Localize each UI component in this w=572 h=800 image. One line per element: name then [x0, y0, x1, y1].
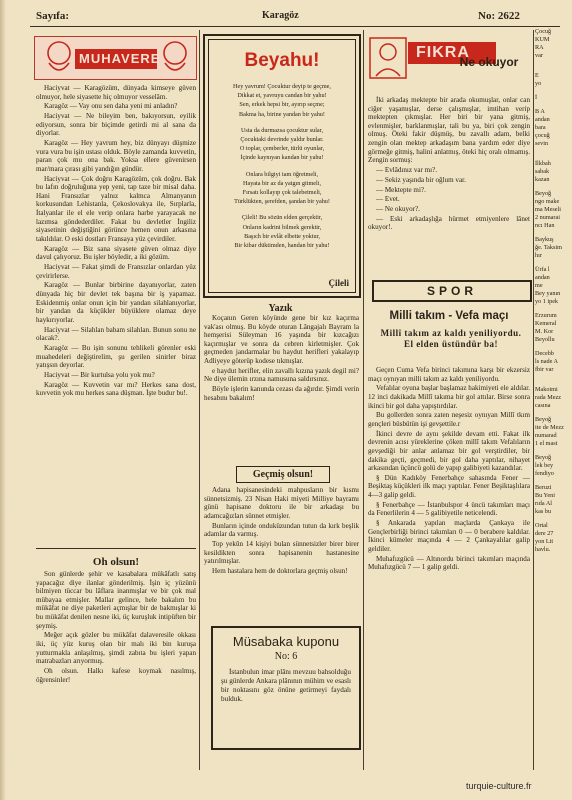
gecmis-paragraph: Hem hastalara hem de doktorlara geçmiş olsun! [212, 566, 348, 575]
spor-paragraph: § Ankarada yapılan maçlarda Çankaya ile Gençlerbirliği birinci takımları 0 — 0 berabere kaldılar. İkinci kümeler maçında 4 — 2 Çankayalılar galip geldiler. [368, 519, 530, 553]
poem-line: İçinde kaynıyan kandan bir yahu! [240, 154, 324, 162]
adjacent-page-line: Makoimi [535, 386, 558, 393]
header-issue-number: No: 2622 [478, 10, 520, 22]
adjacent-page-line: Beyoğ [535, 190, 552, 197]
page-fold-shadow [0, 0, 6, 800]
fikra-paragraph: — Ne okuyor?. [376, 205, 420, 214]
adjacent-page-line: Bey yanın [535, 290, 561, 297]
oh-olsun-article [36, 570, 196, 775]
adjacent-page-column [535, 28, 572, 728]
adjacent-page-line: Erzurum [535, 312, 557, 319]
poem-line: Hey yavrum! Çocuktur deyip te geçme, [233, 83, 331, 90]
adjacent-page-line: ma Meseli [535, 206, 561, 213]
musabaka-title: Müsabaka kuponu [232, 634, 340, 649]
header-page-label: Sayıfa: [36, 10, 69, 22]
adjacent-page-line: yon Lit [535, 538, 554, 545]
adjacent-page-line: numarad [535, 432, 557, 439]
adjacent-page-line: fbir var [535, 366, 554, 373]
muhavere-banner [34, 36, 197, 80]
beyahu-author: Çileli [328, 278, 349, 288]
poem-line: Bakma ha, birine yandan bir yahu! [239, 110, 325, 118]
muhavere-paragraph: Karagöz — Bu işin sonunu tehlikeli görenler eski muahedeleri değiştirelim, şu gerilen sinirler biraz yatışsın deyorlar. [36, 343, 196, 370]
spor-paragraph: Geçen Cuma Vefa birinci takımına karşı bir ekzersiz maçı oynıyan milli takım az kaldı yeniliyordu. [368, 366, 530, 383]
muhavere-paragraph: Haciyvat — Çok doğru Karagözüm, çok doğru. Bak bu lafın doğruluğuna yep yeni, tap taze bir misal daha. Hani Fransızlar yalnız kalmca Almanyanın korkusundan Lehistanla, Çekoslovakya ile, Sırplarla, İtalyanlar ile el ele verip onlara harbe yarayacak ne lazımsa göndederdiler. Fakat bu devletler İngiliz siyasetinin değiştiğini görünce hemen onun arkasına takıldılar. O eski dostları Fransaya yüz çevirdiler. [36, 174, 196, 243]
adjacent-page-line: Ürfa l [535, 266, 550, 273]
gecmis-paragraph: Adana hapisanesindeki mahpusların bir kısmı sünnetsizmiş. 23 Nisan Haki miyeti Milliye bayramı günü hapisane doktoru ile bir arkadaşı bu adamcağızları sünnet etmişler. [204, 486, 359, 520]
gecmis-paragraph: Bunların içinde onduküzundan tutun da kırk beşlik adamlar da varmış. [204, 521, 359, 539]
adjacent-page-line: casına [535, 402, 551, 409]
yazik-paragraph: Koçanın Geren köyünde gene bir kız kaçırma vak'ası olmuş. Bu köyde oturan Lângajalı Bayram la hemşerisi Süleyman 16 yaşında bir kızcağızı kaçırmışlar ve sonra da cebren kirletmişler. Çok geçmeden jandarmalar bu haydut herifleri yakalayıp Adliyeye göterüp kodese tıkmışlar. [204, 314, 359, 365]
adjacent-page-line: ngo make [535, 198, 560, 205]
fikra-banner-title: FIKRA [416, 44, 470, 61]
poem-line: Fırsatı kollayıp çok talebetmeli, [242, 189, 322, 197]
muhavere-paragraph: Haciyvat — Ne bileyim ben, bakıyorsun, eyilik ediyorsun, sonra bir biçimde getirdi mi al sana da diyorlar. [36, 112, 196, 138]
adjacent-page-line: kas bu [535, 508, 551, 515]
adjacent-page-line: E [535, 72, 539, 79]
poem-line: Dikkat et, yavruyu candan bir yahu! [237, 92, 327, 100]
adjacent-page-line: andan [535, 116, 550, 123]
adjacent-page-line: Ortal [535, 522, 548, 529]
poem-line: Usta da durmazsa çocuktur sular, [240, 126, 324, 134]
adjacent-page-line: ncı Han [535, 222, 555, 229]
adjacent-page-line: Beyoğ [535, 416, 552, 423]
adjacent-page-line: rıda Al [535, 500, 553, 507]
gecmis-title: Geçmiş olsun! [252, 469, 314, 480]
spor-paragraph: § Fenerbahçe — İstanbulspor 4 üncü takımları maçı da Fenerlilerin 4 — 5 galibiyetile neticelendi. [368, 500, 530, 518]
watermark: turquie-culture.fr [466, 781, 532, 791]
adjacent-page-line: Bu Yeni [535, 492, 555, 499]
adjacent-page-line: ls nade A [535, 358, 559, 365]
adjacent-page-line: bara [535, 124, 546, 131]
adjacent-page-line: var [535, 52, 543, 59]
adjacent-page-line: B A [535, 108, 545, 115]
column-divider-3 [533, 30, 534, 770]
muhavere-paragraph: Karagöz — Kuvvetin var mı? Herkes sana dost, kuvvetin yok mu herkes sana düşman. İşte budur bu!. [36, 380, 196, 398]
adjacent-page-line: Kemeral [535, 320, 557, 327]
adjacent-page-line: me [535, 282, 543, 289]
poem-line: Başıch bir evlât elbette yoktur, [244, 232, 320, 240]
adjacent-page-line: havlu. [535, 546, 551, 553]
spor-article [368, 366, 530, 770]
adjacent-page-line: sabak [535, 168, 550, 175]
adjacent-page-line: yo 1 ipek [535, 298, 559, 305]
muhavere-paragraph: Haciyvat — Bir kurtulsa yolu yok mu? [44, 370, 155, 379]
beyahu-poem [213, 82, 351, 250]
oh-olsun-top-rule [36, 548, 196, 549]
muhavere-paragraph: Karagöz — Bunlar birbirine dayanıyorlar, zaten dünyada hiç bir devlet tek başına bir iş yapamaz. Eskidenmiş onlar onun için bir yandan silahlanıyorlar, bir yandan da küçükler büyüklere olamaz deye haykırıyorlar. [36, 281, 196, 324]
adjacent-page-line: Beyoğ [535, 454, 552, 461]
column-divider-1 [199, 30, 200, 770]
fikra-paragraph: İki arkadaş mektepte bir arada okumuşlar, onlar can ciğer yaşamışlar, derse çalışmışlar, imtihan verip mektepten çıkmışlar. Her biri bir yana gitmiş, evlenmişler, barklanmışlar, tali bu ya, biri çok zengin olmuş. Öteki fakir düşmüş, bu zavallı adam, belki zengin olan mektep arkadaşım bana yardım eder diye görmeğe gitmiş, halini anlatmış, öteki hiç oralı olmamış. Zengin sormuş: [368, 96, 530, 165]
poem-line: Çocuktaki devrinde yaldır bunlar. [240, 136, 324, 144]
fikra-paragraph: — Sekiz yaşında bir oğlum var. [376, 175, 466, 184]
yazik-paragraph: Böyle işlerin kanunda cezası da ağırdır. Şimdi verin hesabını bakalım! [204, 385, 359, 402]
beyahu-poem-box [203, 34, 361, 298]
spor-paragraph: Muhafızgücü — Altınordu birinci takımları maçında Muhafızgücü 7 — 1 galip geldi. [368, 554, 530, 572]
gecmis-title-box [236, 466, 330, 483]
oh-olsun-paragraph: Meğer açık gözler bu mükâfat dalaveresile okkası iki, üç yüz kuruş olan bir malı iki bin kuruşa yutturmakla anlaşılmış, şimdi zabıta bu işleri yapan matrabazları arıyormuş. [36, 631, 196, 666]
column-divider-2 [363, 30, 364, 770]
poem-line: O toplar, çemberler, türlü oyunlar, [239, 145, 325, 153]
adjacent-page-line: 1 el mast [535, 440, 558, 447]
spor-banner-title: SPOR [426, 284, 477, 298]
adjacent-page-line: dere 27 [535, 530, 554, 537]
adjacent-page-line: Çocuğ [535, 28, 552, 35]
muhavere-paragraph: Karagöz — Hey yavrum hey, biz dünyayı düşmize vura vura bu işin ustası olduk. Böyle zamanda kuvvetin, paran çok mu ona bak. Yoksa ellere güvenirsen mar/mara çırası gibi yandığın gündür. [36, 139, 196, 173]
adjacent-page-line: Beruzi [535, 484, 552, 491]
adjacent-page-line: çocuğ [535, 132, 550, 139]
adjacent-page-line: Beyollu [535, 336, 555, 343]
adjacent-page-line: rada Mezz [535, 394, 561, 401]
adjacent-page-line: Decebb [535, 350, 554, 357]
fikra-article [368, 96, 530, 274]
adjacent-page-line: İ [535, 94, 538, 101]
muhavere-article [36, 84, 196, 542]
muhavere-paragraph: Haciyvat — Karagözüm, dünyada kimseye güven olmuyor, hele siyasette hiç olmuyor vesselâm. [36, 84, 196, 101]
adjacent-page-line: KUM [535, 36, 550, 43]
gecmis-article [204, 486, 359, 616]
oh-olsun-paragraph: Oh olsun. Halkı kafese koymak nasılmış, öğrensinler! [36, 666, 196, 684]
beyahu-title: Beyahu! [244, 50, 320, 71]
muhavere-banner-title: MUHAVERE [79, 51, 161, 66]
oh-olsun-paragraph: Son günlerde şehir ve kasabalara mükâfatlı satış yapacağız diye ilanlar gönderilmiş. İşin iç yüzünü bilmiyen tüccar bu lâflara inanmışlar ve bir çok mal mübayaa etmişler. Mallar gelince, hele bakalım bu mükâfat ne diye paketleri açmışlar bir de bakmışlar ki bu mükâfat denilen nesne iki, üç kuruşluk intipüften bir şeymiş. [36, 570, 196, 630]
header-newspaper-name: Karagöz [262, 10, 299, 21]
adjacent-page-line: sevin [535, 140, 549, 147]
spor-paragraph: Vefalılar oyuna başlar başlamaz hakimiyeti ele aldılar. 12 inci dakikada Millî takıma bir gol attılar. Birse sonra ikinci bir gol daha yapıştırdılar. [368, 384, 530, 410]
spor-banner [372, 280, 532, 302]
musabaka-coupon-box [211, 626, 361, 750]
adjacent-page-line: fendiyo [535, 470, 554, 477]
poem-line: Bir kibar düktimden, handan bir yahu! [234, 242, 330, 250]
yazik-paragraph: e haydut herifler, elin zavallı kızına yazık degil mi? Ne diye ülemin ırzına namusuna saldırsınız. [204, 366, 359, 384]
spor-paragraph: İkinci devre de aynı şekilde devam etti. Fakat ilk devrenin acısı yüreklerine çöken millî takım Vefalıların gevşediği bir anlar anlamaz bir gol verştirdiler, bir dakika geçti, geçmedi, bir gol daha yaptılar, nihayet arkasından üçüncü golü de yapıp galibiyeti kazandılar. [368, 429, 530, 473]
adjacent-page-line: andan [535, 274, 550, 281]
adjacent-page-line: ite de Mezz [535, 424, 564, 431]
spor-paragraph: Bu gollerden sonra zaten neşesiz oynıyan Millî tkım gençleri büsbütün işi gevşettile.r [368, 411, 530, 428]
header-rule [30, 26, 560, 27]
adjacent-page-line: RA [535, 44, 544, 51]
adjacent-page-line: kazan [535, 176, 550, 183]
adjacent-page-line: ğe. Taksim [535, 244, 562, 251]
musabaka-text: İstanbulun imar plânı mevzuu bahsolduğu şu günlerde Ankara plânının mühim ve esaslı bir noktasını göz önüne getirmeyi faydalı bulduk. [221, 668, 351, 703]
yazik-title: Yazık [268, 303, 293, 314]
yazik-article [204, 314, 359, 464]
fikra-paragraph: — Evet. [376, 195, 400, 204]
fikra-title: Ne okuyor [459, 55, 519, 69]
spor-title: Milli takım - Vefa maçı [389, 310, 509, 322]
poem-line: Çileli! Bu sözün elden gerçektir, [241, 214, 323, 222]
poem-line: Onların kadrini bilmek gerektir, [242, 223, 322, 231]
page-header [0, 6, 572, 28]
poem-line: Türklükten, şerefden, şandan bir yahu! [234, 198, 330, 206]
muhavere-paragraph: Karagöz — Biz sana siyasete güven olmaz diye davul çalıyoruz. Bu işler böyledir, a iki gözüm. [36, 244, 196, 262]
fikra-paragraph: — Eski arkadaşlığa hürmet etmiyenlere lânet okuyor!. [368, 214, 530, 232]
fikra-paragraph: — Mektepte mi?. [376, 185, 426, 194]
oh-olsun-title: Oh olsun! [92, 556, 140, 568]
muhavere-paragraph: Haciyvat — Silahlan babam silahlan. Bunun sonu ne olacak?. [36, 325, 196, 343]
musabaka-number: No: 6 [274, 651, 298, 662]
adjacent-page-line: 2 numarai [535, 214, 560, 221]
spor-subtitle: Millî takım az kaldı yeniliyordu. El elden üstündür ba! [380, 328, 522, 349]
adjacent-page-line: Baykuş [535, 236, 554, 243]
muhavere-paragraph: Haciyvat — Fakat şimdi de Fransızlar onlardan yüz çevirirlerse. [36, 263, 196, 280]
adjacent-page-line: İlkbah [535, 160, 551, 167]
muhavere-paragraph: Karagöz — Vay onu sen daha yeni mi anladın? [44, 102, 178, 111]
gecmis-paragraph: Top yekûn 14 kişiyi bulan sünnetsizler birer birer kesildikten sonra hapisanenin hastanesine yatırılmışlar. [204, 539, 359, 566]
spor-paragraph: § Dün Kadıköy Fenerbahçe sahasında Fener — Beşiktaş küçükleri ilk maçı yaptılar. Fener Beşiktaşlılara 4—3 galip geldi. [368, 473, 530, 500]
adjacent-page-line: lek bey [535, 462, 554, 469]
adjacent-page-line: yo [535, 80, 542, 87]
poem-line: Onlara bilgiyi tam öğretmeli, [245, 170, 319, 178]
fikra-paragraph: — Evlâdınız var mı?. [376, 165, 438, 174]
poem-line: Hayata bir az da yatgın gitmeli, [242, 179, 321, 187]
adjacent-page-line: M. Kor [535, 328, 554, 335]
adjacent-page-line: hır [535, 252, 542, 259]
poem-line: Sen, erkek hepsi bir, ayırıp seçme; [239, 101, 325, 109]
